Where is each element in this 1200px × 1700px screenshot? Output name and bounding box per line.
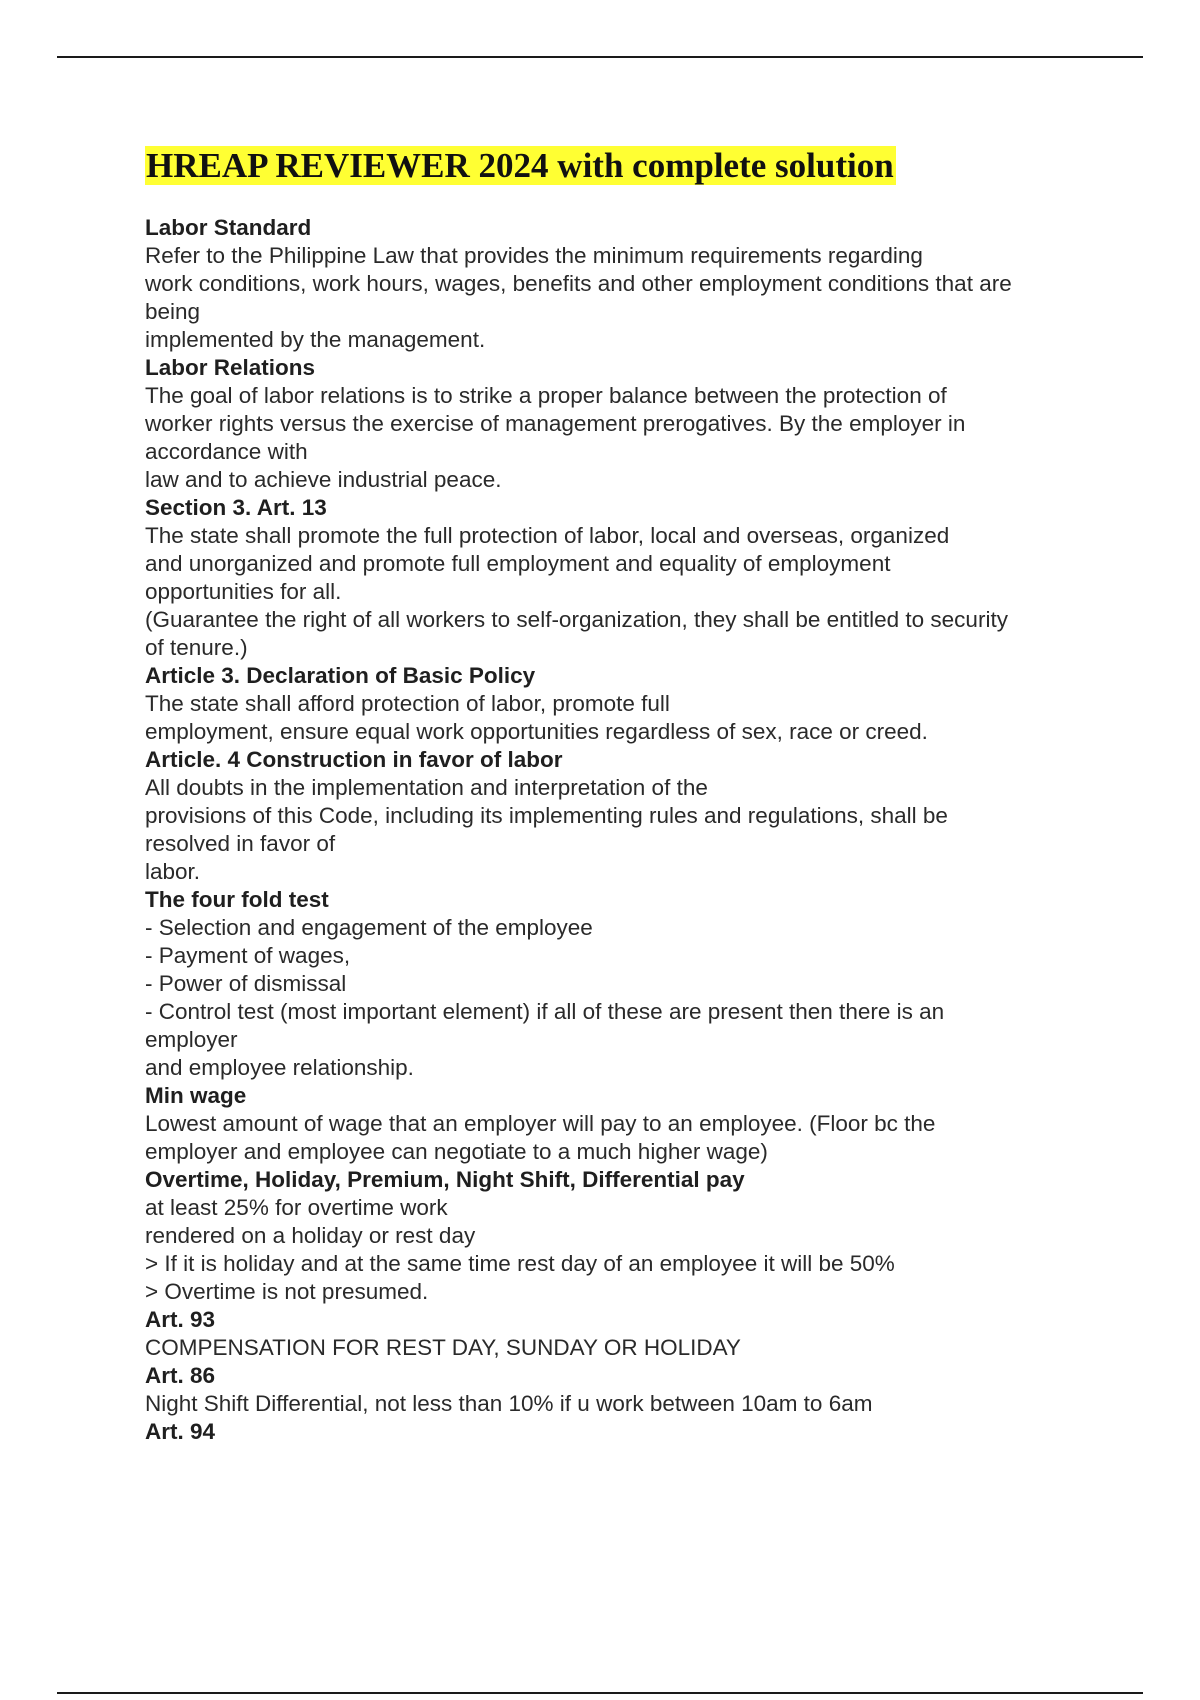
section-heading: The four fold test — [145, 887, 329, 912]
body-text-line: of tenure.) — [145, 635, 248, 660]
body-text-line: Lowest amount of wage that an employer will pay to an employee. (Floor bc the — [145, 1111, 936, 1136]
top-rule — [57, 56, 1143, 58]
body-text-line: The goal of labor relations is to strike a proper balance between the protection of — [145, 383, 947, 408]
body-text-line: employer and employee can negotiate to a much higher wage) — [145, 1139, 768, 1164]
page-title-highlight: HREAP REVIEWER 2024 with complete solution — [146, 146, 894, 185]
body-text-line: > If it is holiday and at the same time rest day of an employee it will be 50% — [145, 1251, 895, 1276]
bottom-rule — [57, 1692, 1143, 1694]
section-heading: Overtime, Holiday, Premium, Night Shift, Differential pay — [145, 1167, 745, 1192]
body-text-line: - Control test (most important element) if all of these are present then there is an — [145, 999, 945, 1024]
section-heading: Labor Standard — [145, 215, 312, 240]
section-heading: Art. 93 — [145, 1307, 216, 1332]
body-text-line: labor. — [145, 859, 201, 884]
body-text-line: - Selection and engagement of the employee — [145, 915, 593, 940]
body-text-line: > Overtime is not presumed. — [145, 1279, 429, 1304]
section-heading: Labor Relations — [145, 355, 316, 380]
body-text-line: law and to achieve industrial peace. — [145, 467, 502, 492]
section-heading: Art. 86 — [145, 1363, 216, 1388]
body-text-line: at least 25% for overtime work — [145, 1195, 448, 1220]
body-text-line: All doubts in the implementation and interpretation of the — [145, 775, 708, 800]
section-heading: Section 3. Art. 13 — [145, 495, 327, 520]
body-text-line: employment, ensure equal work opportunities regardless of sex, race or creed. — [145, 719, 928, 744]
body-text-line: implemented by the management. — [145, 327, 486, 352]
body-text-line: employer — [145, 1027, 238, 1052]
body-text-line: and employee relationship. — [145, 1055, 414, 1080]
body-text-line: provisions of this Code, including its implementing rules and regulations, shall be — [145, 803, 948, 828]
section-heading: Min wage — [145, 1083, 247, 1108]
body-text-line: The state shall afford protection of labor, promote full — [145, 691, 670, 716]
body-text-line: being — [145, 299, 201, 324]
body-text-line: - Power of dismissal — [145, 971, 347, 996]
section-heading: Art. 94 — [145, 1419, 216, 1444]
body-text-line: accordance with — [145, 439, 308, 464]
body-text-line: rendered on a holiday or rest day — [145, 1223, 476, 1248]
document-body — [145, 214, 1145, 1446]
body-text-line: (Guarantee the right of all workers to self-organization, they shall be entitled to security — [145, 607, 1008, 632]
page-title — [145, 145, 896, 187]
body-text-line: The state shall promote the full protection of labor, local and overseas, organized — [145, 523, 950, 548]
body-text-line: Night Shift Differential, not less than 10% if u work between 10am to 6am — [145, 1391, 873, 1416]
body-text-line: opportunities for all. — [145, 579, 342, 604]
body-text-line: work conditions, work hours, wages, benefits and other employment conditions that are — [145, 271, 1012, 296]
body-text-line: - Payment of wages, — [145, 943, 351, 968]
body-text-line: Refer to the Philippine Law that provides the minimum requirements regarding — [145, 243, 923, 268]
body-text-line: COMPENSATION FOR REST DAY, SUNDAY OR HOLIDAY — [145, 1335, 741, 1360]
section-heading: Article 3. Declaration of Basic Policy — [145, 663, 536, 688]
body-text-line: worker rights versus the exercise of management prerogatives. By the employer in — [145, 411, 966, 436]
body-text-line: resolved in favor of — [145, 831, 336, 856]
body-text-line: and unorganized and promote full employment and equality of employment — [145, 551, 891, 576]
section-heading: Article. 4 Construction in favor of labor — [145, 747, 563, 772]
